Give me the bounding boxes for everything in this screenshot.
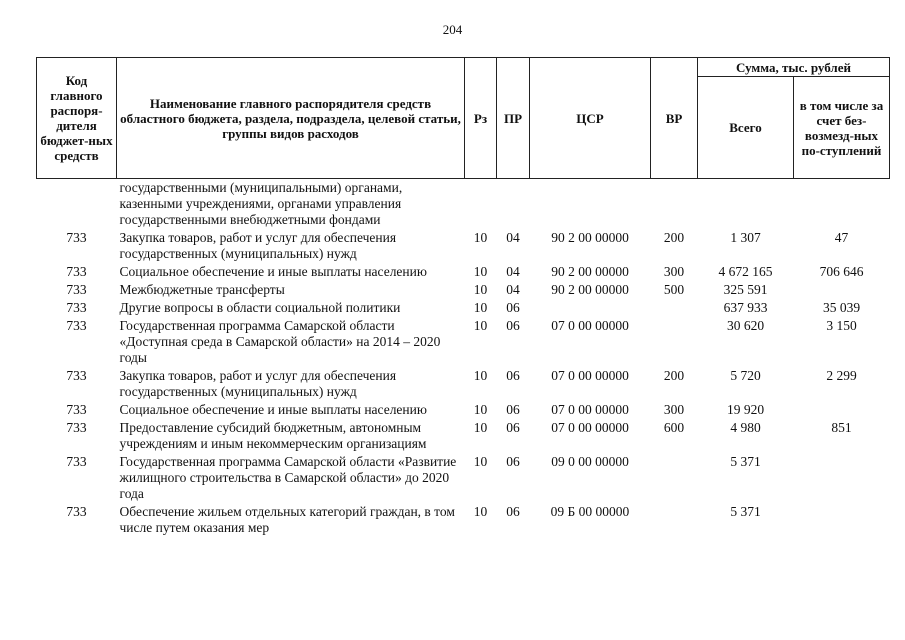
cell-pr [497, 179, 530, 230]
cell-csr [530, 179, 651, 230]
cell-name: Предоставление субсидий бюджетным, автономным учреждениям и иным некоммерческим организациям [119, 420, 427, 451]
table-row [37, 299, 890, 317]
cell-pr: 06 [506, 504, 520, 519]
cell-code: 733 [66, 264, 87, 279]
cell-csr [530, 299, 651, 317]
cell-gratuitous: 851 [831, 420, 852, 435]
header-gratuitous: в том числе за счет без-возмезд-ных по-ступлений [794, 77, 890, 179]
cell-total: 637 933 [723, 300, 768, 315]
cell-code: 733 [66, 368, 87, 383]
cell-code: 733 [66, 230, 87, 245]
cell-vr [651, 453, 698, 503]
cell-gratuitous [794, 179, 890, 230]
cell-total: 5 371 [730, 504, 761, 519]
cell-csr: 09 0 00 00000 [551, 454, 629, 469]
header-csr: ЦСР [530, 58, 651, 179]
cell-pr: 06 [506, 454, 520, 469]
table-row [37, 179, 890, 230]
cell-total: 4 980 [730, 420, 761, 435]
cell-vr [651, 179, 698, 230]
cell-csr: 90 2 00 00000 [551, 230, 629, 245]
cell-gratuitous: 2 299 [826, 368, 857, 383]
cell-rz: 10 [473, 368, 488, 383]
cell-name: Социальное обеспечение и иные выплаты населению [119, 264, 427, 279]
cell-total: 5 720 [730, 368, 761, 383]
cell-pr: 06 [506, 368, 520, 383]
cell-total: 19 920 [726, 402, 765, 417]
cell-code: 733 [66, 504, 87, 519]
cell-name: Обеспечение жильем отдельных категорий граждан, в том числе путем оказания мер [119, 504, 455, 535]
cell-csr: 07 0 00 00000 [551, 318, 629, 333]
header-pr: ПР [497, 58, 530, 179]
cell-name: Социальное обеспечение и иные выплаты населению [119, 402, 427, 417]
cell-total: 1 307 [730, 230, 761, 245]
cell-code: 733 [66, 318, 87, 333]
cell-name: Закупка товаров, работ и услуг для обеспечения государственных (муниципальных) нужд [119, 368, 397, 399]
cell-name: Государственная программа Самарской области «Развитие жилищного строительства в Самарской области» до 2020 года [119, 454, 457, 501]
cell-rz: 10 [473, 504, 488, 519]
header-code: Код главного распоря-дителя бюджет-ных средств [37, 58, 117, 179]
header-rz: Рз [465, 58, 497, 179]
cell-pr: 04 [506, 230, 520, 245]
cell-csr: 90 2 00 00000 [551, 282, 629, 297]
cell-rz: 10 [473, 402, 488, 417]
header-total: Всего [698, 77, 794, 179]
cell-gratuitous: 35 039 [822, 300, 861, 315]
cell-total [698, 179, 794, 230]
cell-csr: 90 2 00 00000 [551, 264, 629, 279]
table-row [37, 401, 890, 419]
cell-name: Закупка товаров, работ и услуг для обеспечения государственных (муниципальных) нужд [119, 230, 397, 261]
cell-csr: 09 Б 00 00000 [550, 504, 630, 519]
cell-vr: 600 [663, 420, 685, 435]
cell-gratuitous [794, 453, 890, 503]
table-header [37, 58, 890, 179]
cell-csr: 07 0 00 00000 [551, 402, 629, 417]
cell-code [37, 179, 117, 230]
cell-rz: 10 [473, 454, 488, 469]
table-row [37, 453, 890, 503]
cell-vr: 200 [663, 230, 685, 245]
cell-gratuitous [794, 503, 890, 537]
cell-name: Другие вопросы в области социальной политики [119, 300, 401, 315]
cell-vr: 500 [663, 282, 685, 297]
cell-pr: 06 [506, 318, 520, 333]
cell-code: 733 [66, 420, 87, 435]
cell-code: 733 [66, 402, 87, 417]
cell-total: 30 620 [726, 318, 765, 333]
cell-rz: 10 [473, 264, 488, 279]
header-vr: ВР [651, 58, 698, 179]
cell-pr: 06 [506, 420, 520, 435]
cell-pr: 06 [506, 300, 520, 315]
cell-rz [465, 179, 497, 230]
cell-total: 325 591 [723, 282, 768, 297]
cell-pr: 06 [506, 402, 520, 417]
cell-rz: 10 [473, 282, 488, 297]
header-sum: Сумма, тыс. рублей [698, 58, 890, 77]
cell-csr: 07 0 00 00000 [551, 420, 629, 435]
table-row [37, 263, 890, 281]
cell-rz: 10 [473, 318, 488, 333]
cell-code: 733 [66, 454, 87, 469]
cell-vr [651, 317, 698, 367]
cell-gratuitous: 706 646 [819, 264, 864, 279]
cell-gratuitous [794, 401, 890, 419]
cell-vr [651, 503, 698, 537]
cell-vr [651, 299, 698, 317]
cell-rz: 10 [473, 300, 488, 315]
cell-name: Государственная программа Самарской области «Доступная среда в Самарской области» на 2014 – 2020 годы [119, 318, 441, 365]
table-row [37, 367, 890, 401]
cell-rz: 10 [473, 420, 488, 435]
cell-vr: 200 [663, 368, 685, 383]
table-row [37, 281, 890, 299]
page-number: 204 [442, 22, 463, 37]
cell-code: 733 [66, 282, 87, 297]
cell-pr: 04 [506, 282, 520, 297]
table-body [37, 179, 890, 538]
cell-pr: 04 [506, 264, 520, 279]
table-row [37, 419, 890, 453]
header-name: Наименование главного распорядителя средств областного бюджета, раздела, подраздела, целевой статьи, группы видов расходов [117, 58, 465, 179]
budget-table [36, 57, 890, 537]
table-row [37, 503, 890, 537]
cell-name: Межбюджетные трансферты [119, 282, 285, 297]
cell-name: государственными (муниципальными) органами, казенными учреждениями, органами управления государственными внебюджетными фондами [119, 180, 403, 227]
table-row [37, 229, 890, 263]
cell-csr: 07 0 00 00000 [551, 368, 629, 383]
cell-gratuitous: 47 [834, 230, 849, 245]
cell-total: 4 672 165 [718, 264, 773, 279]
cell-vr: 300 [663, 264, 685, 279]
cell-gratuitous: 3 150 [826, 318, 857, 333]
cell-rz: 10 [473, 230, 488, 245]
cell-code: 733 [66, 300, 87, 315]
cell-gratuitous [794, 281, 890, 299]
table-row [37, 317, 890, 367]
cell-vr: 300 [663, 402, 685, 417]
cell-total: 5 371 [730, 454, 761, 469]
